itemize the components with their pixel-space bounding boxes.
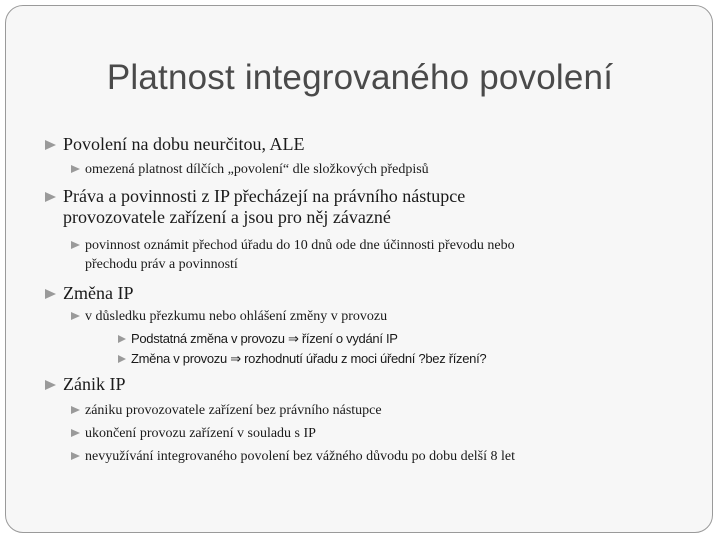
sub-bullet-item [71, 447, 515, 466]
sub-bullet-item [71, 424, 316, 443]
sub-sub-bullet-item [118, 351, 486, 367]
sub-bullet-text-line: povinnost oznámit přechod úřadu do 10 dnů ode dne účinnosti převodu nebo [85, 238, 515, 253]
bullet-item [45, 134, 304, 155]
sub-bullet-item [71, 401, 382, 420]
bullet-text: Zánik IP [63, 374, 126, 394]
bullet-arrow-icon [118, 335, 126, 343]
bullet-item [45, 283, 133, 304]
sub-bullet-text: ukončení provozu zařízení v souladu s IP [85, 426, 316, 441]
bullet-item [45, 186, 465, 228]
sub-bullet-text: omezená platnost dílčích „povolení“ dle složkových předpisů [85, 162, 429, 177]
sub-bullet-item [71, 236, 515, 274]
bullet-arrow-icon [45, 140, 56, 150]
bullet-arrow-icon [45, 380, 56, 390]
sub-sub-bullet-item [118, 331, 398, 347]
sub-bullet-text: v důsledku přezkumu nebo ohlášení změny v provozu [85, 309, 388, 324]
bullet-arrow-icon [71, 406, 80, 414]
sub-bullet-text-line: přechodu práv a povinností [85, 257, 238, 272]
bullet-arrow-icon [118, 355, 126, 363]
sub-bullet-item [71, 160, 429, 179]
sub-sub-bullet-text: Změna v provozu ⇒ rozhodnutí úřadu z moci úřední ?bez řízení? [131, 351, 487, 366]
bullet-arrow-icon [45, 192, 56, 202]
slide-title: Platnost integrovaného povolení [106, 58, 614, 97]
sub-bullet-text: nevyužívání integrovaného povolení bez vážného důvodu po dobu delší 8 let [85, 449, 516, 464]
bullet-arrow-icon [71, 452, 80, 460]
bullet-text: Změna IP [63, 283, 134, 303]
bullet-arrow-icon [71, 429, 80, 437]
bullet-arrow-icon [71, 241, 80, 249]
bullet-text-line: provozovatele zařízení a jsou pro něj závazné [63, 207, 391, 227]
bullet-arrow-icon [71, 312, 80, 320]
bullet-item [45, 374, 126, 395]
sub-bullet-text: zániku provozovatele zařízení bez právního nástupce [85, 403, 382, 418]
bullet-text: Povolení na dobu neurčitou, ALE [63, 134, 305, 154]
bullet-arrow-icon [71, 165, 80, 173]
sub-bullet-item [71, 307, 387, 326]
sub-sub-bullet-text: Podstatná změna v provozu ⇒ řízení o vydání IP [131, 331, 398, 346]
bullet-arrow-icon [45, 289, 56, 299]
bullet-text-line: Práva a povinnosti z IP přecházejí na právního nástupce [63, 186, 466, 206]
